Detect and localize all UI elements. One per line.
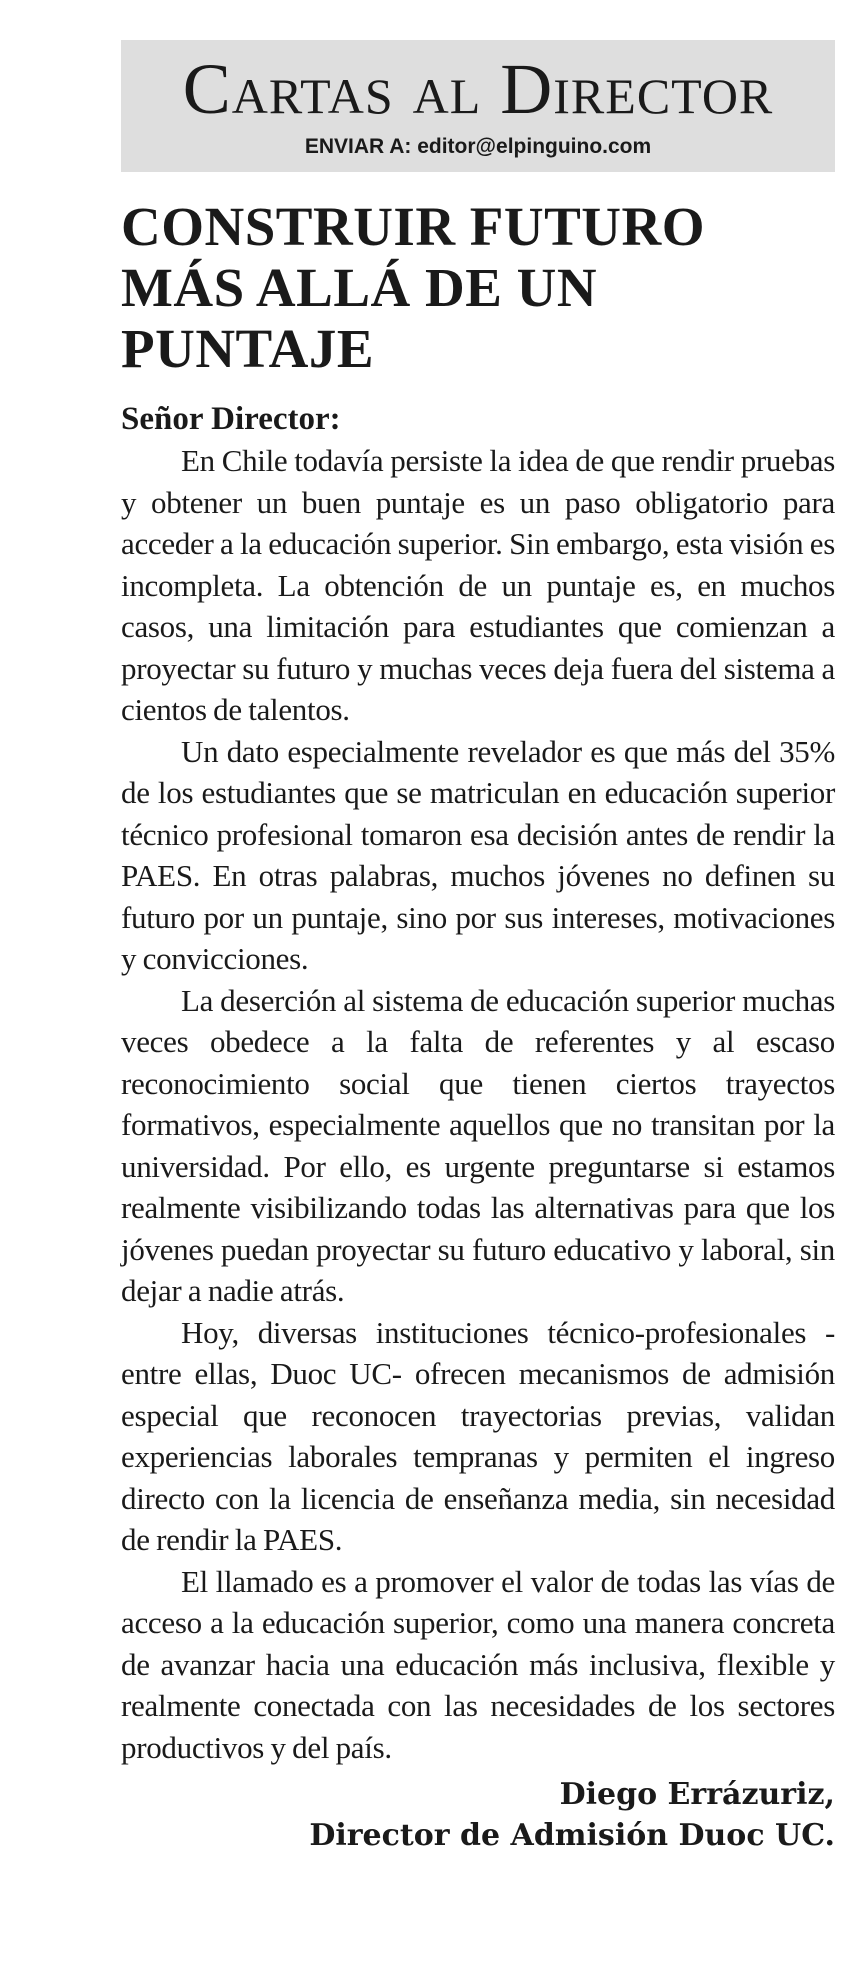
paragraph: La deserción al sistema de educación superior muchas veces obedece a la falta de referentes y al escaso reconocimiento social que tienen ciertos trayectos formativos, especialmente aquellos que no transitan por la universidad. Por ello, es urgente preguntarse si estamos realmente visibilizando todas las alternativas para que los jóvenes puedan proyectar su futuro educativo y laboral, sin dejar a nadie atrás. [121, 982, 835, 1308]
signature-block [121, 1774, 835, 1856]
paragraph: Un dato especialmente revelador es que más del 35% de los estudiantes que se matriculan en educación superior técnico profesional tomaron esa decisión antes de rendir la PAES. En otras palabras, muchos jóvenes no definen su futuro por un puntaje, sino por sus intereses, motivaciones y convicciones. [121, 733, 835, 976]
paragraph: El llamado es a promover el valor de todas las vías de acceso a la educación superior, como una manera concreta de avanzar hacia una educación más inclusiva, flexible y realmente conectada con las necesidades de los sectores productivos y del país. [121, 1563, 835, 1765]
paragraph: Hoy, diversas instituciones técnico-profesionales -entre ellas, Duoc UC- ofrecen mecanismos de admisión especial que reconocen trayectorias previas, validan experiencias laborales tempranas y permiten el ingreso directo con la licencia de enseñanza media, sin necesidad de rendir la PAES. [121, 1314, 835, 1557]
letter-article [121, 196, 835, 1856]
salutation: Señor Director: [121, 401, 341, 437]
article-body [121, 440, 835, 1768]
section-title: Cartas al Director [182, 49, 774, 129]
section-header [121, 40, 835, 172]
submission-email: ENVIAR A: editor@elpinguino.com [304, 135, 652, 158]
paragraph: En Chile todavía persiste la idea de que rendir pruebas y obtener un buen puntaje es un paso obligatorio para acceder a la educación superior. Sin embargo, esta visión es incompleta. La obtención de un puntaje es, en muchos casos, una limitación para estudiantes que comienzan a proyectar su futuro y muchas veces deja fuera del sistema a cientos de talentos. [121, 443, 835, 727]
author-name: Diego Errázuriz, [559, 1777, 835, 1812]
article-headline: CONSTRUIR FUTURO MÁS ALLÁ DE UN PUNTAJE [121, 196, 706, 379]
author-title: Director de Admisión Duoc UC. [309, 1818, 835, 1853]
